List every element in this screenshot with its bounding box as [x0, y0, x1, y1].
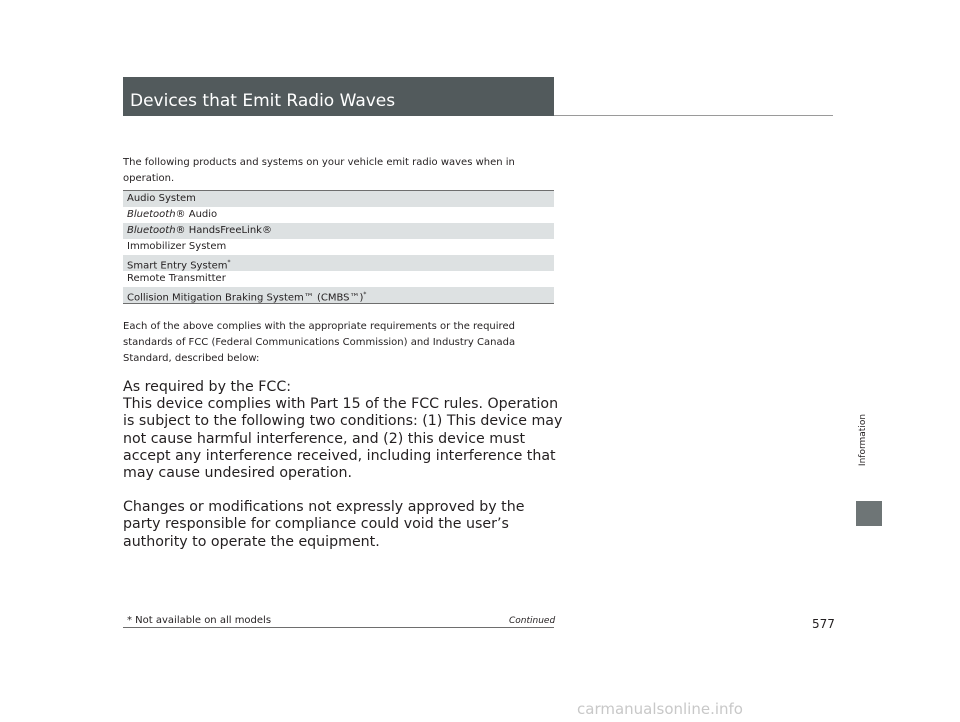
- side-label-text: Information: [858, 413, 868, 467]
- section-title: Devices that Emit Radio Waves: [130, 91, 396, 111]
- header-rule: [554, 115, 833, 116]
- table-row: [123, 207, 554, 223]
- row-label: ® HandsFreeLink®: [175, 225, 272, 236]
- footnote-marker: *: [363, 291, 367, 298]
- section-tab: [856, 501, 882, 526]
- table-row: [123, 271, 554, 287]
- table-row: [123, 239, 554, 255]
- row-label: Smart Entry System: [127, 260, 228, 272]
- table-row: [123, 287, 554, 303]
- brand-name: Bluetooth: [127, 225, 176, 236]
- fcc-heading: As required by the FCC:: [123, 379, 292, 395]
- section-header: [123, 77, 554, 116]
- section-side-label: [858, 380, 868, 500]
- table-row: [123, 255, 554, 271]
- row-label: ® Audio: [175, 209, 218, 220]
- row-label: Collision Mitigation Braking System™ (CMBS™): [127, 292, 364, 304]
- brand-name: Bluetooth: [127, 209, 176, 220]
- fcc-paragraph: Changes or modifications not expressly approved by the party responsible for compliance could void the user’s authority to operate the equipment.: [123, 499, 525, 550]
- compliance-text: Each of the above complies with the appropriate requirements or the required standards of FCC (Federal Communications Commission) and Industry Canada Standard, described below:: [123, 321, 516, 364]
- footnote-marker: *: [227, 259, 231, 266]
- paragraph-gap: [123, 482, 563, 499]
- row-label: Remote Transmitter: [127, 273, 226, 284]
- footer-rule: [123, 627, 554, 628]
- row-label: Immobilizer System: [127, 241, 227, 252]
- intro-text: The following products and systems on your vehicle emit radio waves when in operation.: [123, 157, 515, 184]
- table-row: [123, 191, 554, 207]
- fcc-statement: [123, 379, 563, 551]
- systems-table: [123, 190, 554, 304]
- fcc-paragraph: This device complies with Part 15 of the FCC rules. Operation is subject to the following two conditions: (1) This device may not cause harmful interference, and (2) this device must accept any interference received, including interference that may cause undesired operation.: [123, 396, 563, 482]
- footnote: * Not available on all models: [127, 615, 272, 626]
- watermark: carmanualsonline.info: [577, 700, 743, 718]
- row-label: Audio System: [127, 193, 196, 204]
- page-number: 577: [812, 617, 835, 631]
- continued-label: Continued: [509, 616, 556, 626]
- table-row: [123, 223, 554, 239]
